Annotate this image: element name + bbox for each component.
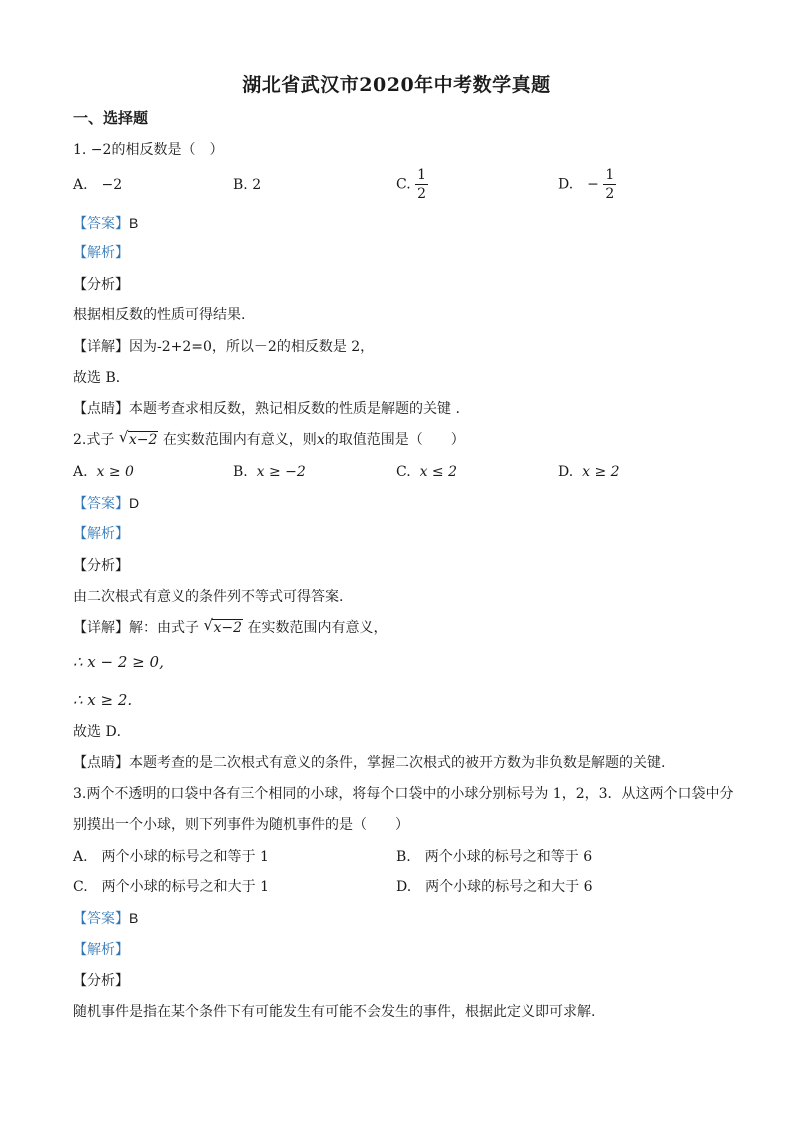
q2-guxuan: 故选 D． <box>73 724 131 740</box>
q2-dianjing: 【点睛】本题考查的是二次根式有意义的条件，掌握二次根式的被开方数为非负数是解题的关键. <box>73 755 666 771</box>
q1-option-d-label: D. − <box>558 176 599 193</box>
q2-xiangjie-part2: 在实数范围内有意义， <box>247 620 388 636</box>
answer-tag: 【答案】 <box>73 911 129 927</box>
q2-stem-variable: x <box>316 432 325 448</box>
q1-dianjing: 【点睛】本题考查求相反数，熟记相反数的性质是解题的关键 . <box>73 401 460 417</box>
q2-fenxi-tag: 【分析】 <box>73 558 129 574</box>
q3-option-a: A. 两个小球的标号之和等于 1 <box>73 849 269 865</box>
option-text: x ≥ 0 <box>96 464 134 480</box>
fraction-denominator: 2 <box>417 186 427 202</box>
option-text: x ≥ 2 <box>582 464 620 480</box>
q3-answer <box>73 908 138 929</box>
q1-answer <box>73 213 138 234</box>
q3-fenxi-text: 随机事件是指在某个条件下有可能发生有可能不会发生的事件，根据此定义即可求解. <box>73 1004 596 1020</box>
sqrt-expression <box>203 618 243 638</box>
radicand: x−2 <box>128 432 158 448</box>
q3-fenxi-tag: 【分析】 <box>73 973 129 989</box>
q1-fenxi-tag: 【分析】 <box>73 277 129 293</box>
q2-stem-part2: 在实数范围内有意义，则 <box>162 432 317 448</box>
q3-option-b: B. 两个小球的标号之和等于 6 <box>396 849 593 865</box>
q3-stem-line-1: 3.两个不透明的口袋中各有三个相同的小球，将每个口袋中的小球分别标号为 1，2，3．从这两个口袋中分 <box>73 786 734 802</box>
q1-xiangjie: 【详解】因为-2+2=0，所以－2的相反数是 2， <box>73 339 375 355</box>
answer-value: D <box>129 495 140 511</box>
q2-stem-part3: 的取值范围是（ ） <box>324 432 465 448</box>
q1-guxuan: 故选 B． <box>73 370 130 386</box>
answer-value: B <box>129 910 139 926</box>
q1-fenxi-text: 根据相反数的性质可得结果. <box>73 307 246 323</box>
radical-sign: √ <box>203 616 214 634</box>
q2-step-1: ∴ x − 2 ≥ 0, <box>73 653 164 671</box>
q2-step-2: ∴ x ≥ 2. <box>73 691 133 709</box>
fraction-numerator: 1 <box>605 167 615 183</box>
q3-option-d: D. 两个小球的标号之和大于 6 <box>396 879 593 895</box>
q2-jiexi-tag: 【解析】 <box>73 526 129 542</box>
option-label: A. <box>73 464 88 480</box>
q1-option-c <box>396 166 428 203</box>
sqrt-expression <box>119 430 159 450</box>
option-label: C. <box>396 464 411 480</box>
q1-option-d <box>558 166 616 203</box>
q1-option-a: A. −2 <box>73 177 123 193</box>
q1-stem: 1. −2的相反数是（ ） <box>73 142 224 158</box>
q2-stem <box>73 430 465 450</box>
option-text: x ≤ 2 <box>419 464 458 480</box>
q2-xiangjie-part1: 【详解】解：由式子 <box>73 620 199 636</box>
q3-stem-line-2: 别摸出一个小球，则下列事件为随机事件的是（ ） <box>73 817 409 833</box>
q2-fenxi-text: 由二次根式有意义的条件列不等式可得答案. <box>73 589 344 605</box>
q2-option-a <box>73 462 134 482</box>
q1-option-b: B. 2 <box>233 177 262 193</box>
q2-stem-part1: 2.式子 <box>73 432 115 448</box>
radicand: x−2 <box>213 620 242 636</box>
q1-option-d-fraction <box>603 166 616 203</box>
q1-jiexi-tag: 【解析】 <box>73 245 129 261</box>
q2-xiangjie <box>73 618 387 638</box>
q3-jiexi-tag: 【解析】 <box>73 942 129 958</box>
q3-option-c: C. 两个小球的标号之和大于 1 <box>73 879 270 895</box>
q1-option-c-fraction <box>415 166 428 203</box>
q2-answer <box>73 493 139 514</box>
answer-tag: 【答案】 <box>73 496 129 512</box>
q1-option-c-label: C. <box>396 176 411 193</box>
answer-tag: 【答案】 <box>73 216 129 232</box>
page-title: 湖北省武汉市2020年中考数学真题 <box>242 74 551 96</box>
option-text: x ≥ −2 <box>256 464 306 480</box>
option-label: D. <box>558 464 574 480</box>
option-label: B. <box>233 464 248 480</box>
section-heading: 一、选择题 <box>73 109 149 127</box>
fraction-numerator: 1 <box>417 167 427 183</box>
q2-option-b <box>233 462 306 482</box>
q2-option-d <box>558 462 620 482</box>
answer-value: B <box>129 215 139 231</box>
fraction-denominator: 2 <box>605 186 615 202</box>
q2-option-c <box>396 462 457 482</box>
radical-sign: √ <box>118 428 129 446</box>
